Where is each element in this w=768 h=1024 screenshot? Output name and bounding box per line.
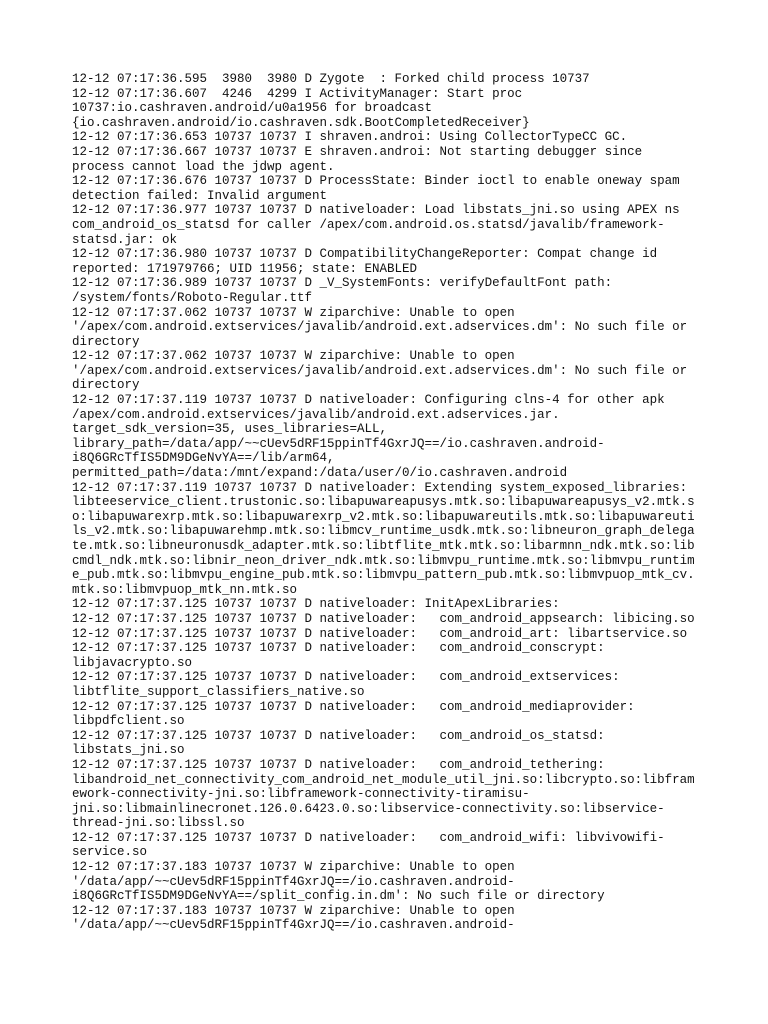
log-line: 12-12 07:17:37.183 10737 10737 W ziparchive: Unable to open bbox=[72, 903, 515, 918]
log-line: target_sdk_version=35, uses_libraries=ALL, bbox=[72, 422, 388, 437]
log-line: 10737:io.cashraven.android/u0a1956 for broadcast bbox=[72, 101, 433, 116]
log-line: libandroid_net_connectivity_com_android_net_module_util_jni.so:libcrypto.so:libfram bbox=[72, 772, 695, 787]
log-line: {io.cashraven.android/io.cashraven.sdk.BootCompletedReceiver} bbox=[72, 115, 530, 130]
log-line: '/data/app/~~cUev5dRF15ppinTf4GxrJQ==/io.cashraven.android- bbox=[72, 874, 515, 889]
log-line: detection failed: Invalid argument bbox=[72, 188, 328, 203]
log-line: directory bbox=[72, 378, 140, 393]
log-line: 12-12 07:17:37.125 10737 10737 D nativeloader: InitApexLibraries: bbox=[72, 597, 560, 612]
log-line: 12-12 07:17:36.977 10737 10737 D nativeloader: Load libstats_jni.so using APEX ns bbox=[72, 203, 680, 218]
log-line: service.so bbox=[72, 845, 148, 860]
log-line: e_pub.mtk.so:libmvpu_engine_pub.mtk.so:libmvpu_pattern_pub.mtk.so:libmvpuop_mtk_cv. bbox=[72, 568, 695, 583]
log-line: 12-12 07:17:37.125 10737 10737 D nativeloader: com_android_os_statsd: bbox=[72, 728, 605, 743]
log-line: 12-12 07:17:36.653 10737 10737 I shraven.androi: Using CollectorTypeCC GC. bbox=[72, 130, 628, 145]
log-line: 12-12 07:17:37.125 10737 10737 D nativeloader: com_android_extservices: bbox=[72, 670, 620, 685]
log-line: 12-12 07:17:37.125 10737 10737 D nativeloader: com_android_mediaprovider: bbox=[72, 699, 635, 714]
log-line: statsd.jar: ok bbox=[72, 232, 178, 247]
log-line: te.mtk.so:libneuronusdk_adapter.mtk.so:libtflite_mtk.mtk.so:libarmnn_ndk.mtk.so:lib bbox=[72, 539, 695, 553]
log-line: libtflite_support_classifiers_native.so bbox=[72, 684, 365, 699]
log-line: ls_v2.mtk.so:libapuwarehmp.mtk.so:libmcv_runtime_usdk.mtk.so:libneuron_graph_delega bbox=[72, 524, 695, 539]
log-line: 12-12 07:17:37.062 10737 10737 W ziparchive: Unable to open bbox=[72, 349, 515, 364]
log-line: 12-12 07:17:36.989 10737 10737 D _V_SystemFonts: verifyDefaultFont path: bbox=[72, 276, 613, 291]
log-text-block bbox=[72, 72, 700, 933]
log-line: 12-12 07:17:37.125 10737 10737 D nativeloader: com_android_art: libartservice.so bbox=[72, 626, 688, 641]
log-line: jni.so:libmainlinecronet.126.0.6423.0.so:libservice-connectivity.so:libservice- bbox=[72, 801, 665, 816]
log-line: 12-12 07:17:36.667 10737 10737 E shraven.androi: Not starting debugger since bbox=[72, 144, 643, 159]
log-line: 12-12 07:17:37.062 10737 10737 W ziparchive: Unable to open bbox=[72, 305, 515, 320]
log-line: 12-12 07:17:37.183 10737 10737 W ziparchive: Unable to open bbox=[72, 860, 515, 875]
log-line: ework-connectivity-jni.so:libframework-connectivity-tiramisu- bbox=[72, 787, 530, 802]
log-line: 12-12 07:17:36.607 4246 4299 I ActivityManager: Start proc bbox=[72, 86, 523, 101]
log-line: reported: 171979766; UID 11956; state: ENABLED bbox=[72, 261, 418, 276]
log-line: 12-12 07:17:37.125 10737 10737 D nativeloader: com_android_conscrypt: bbox=[72, 641, 605, 656]
log-line: thread-jni.so:libssl.so bbox=[72, 816, 245, 831]
log-line: permitted_path=/data:/mnt/expand:/data/user/0/io.cashraven.android bbox=[72, 466, 568, 481]
log-line: 12-12 07:17:37.125 10737 10737 D nativeloader: com_android_wifi: libvivowifi- bbox=[72, 830, 665, 845]
log-line: directory bbox=[72, 334, 140, 349]
log-line: i8Q6GRcTfIS5DM9DGeNvYA==/split_config.in.dm': No such file or directory bbox=[72, 889, 605, 904]
log-line: '/data/app/~~cUev5dRF15ppinTf4GxrJQ==/io.cashraven.android- bbox=[72, 918, 515, 933]
log-line: 12-12 07:17:36.980 10737 10737 D CompatibilityChangeReporter: Compat change id bbox=[72, 247, 658, 262]
log-line: libpdfclient.so bbox=[72, 714, 185, 729]
log-line: '/apex/com.android.extservices/javalib/android.ext.adservices.dm': No such file or bbox=[72, 320, 688, 335]
log-line: o:libapuwarexrp.mtk.so:libapuwarexrp_v2.mtk.so:libapuwareutils.mtk.so:libapuwareuti bbox=[72, 509, 695, 524]
log-line: /apex/com.android.extservices/javalib/android.ext.adservices.jar. bbox=[72, 407, 560, 422]
log-line: 12-12 07:17:37.125 10737 10737 D nativeloader: com_android_appsearch: libicing.so bbox=[72, 611, 695, 626]
log-line: 12-12 07:17:37.119 10737 10737 D nativeloader: Extending system_exposed_libraries: bbox=[72, 480, 688, 495]
log-line: process cannot load the jdwp agent. bbox=[72, 159, 335, 174]
log-line: com_android_os_statsd for caller /apex/com.android.os.statsd/javalib/framework- bbox=[72, 217, 665, 232]
log-line: /system/fonts/Roboto-Regular.ttf bbox=[72, 290, 313, 305]
log-line: 12-12 07:17:36.676 10737 10737 D ProcessState: Binder ioctl to enable oneway spam bbox=[72, 174, 680, 189]
log-line: library_path=/data/app/~~cUev5dRF15ppinTf4GxrJQ==/io.cashraven.android- bbox=[72, 436, 605, 451]
log-line: '/apex/com.android.extservices/javalib/android.ext.adservices.dm': No such file or bbox=[72, 363, 688, 378]
log-line: cmdl_ndk.mtk.so:libnir_neon_driver_ndk.mtk.so:libmvpu_runtime.mtk.so:libmvpu_runtim bbox=[72, 553, 695, 568]
log-line: libjavacrypto.so bbox=[72, 655, 193, 670]
log-line: libteeservice_client.trustonic.so:libapuwareapusys.mtk.so:libapuwareapusys_v2.mtk.s bbox=[72, 495, 695, 510]
log-line: libstats_jni.so bbox=[72, 743, 185, 758]
log-line: 12-12 07:17:37.119 10737 10737 D nativeloader: Configuring clns-4 for other apk bbox=[72, 393, 665, 408]
log-line: mtk.so:libmvpuop_mtk_nn.mtk.so bbox=[72, 582, 298, 597]
log-line: 12-12 07:17:37.125 10737 10737 D nativeloader: com_android_tethering: bbox=[72, 757, 605, 772]
log-line: i8Q6GRcTfIS5DM9DGeNvYA==/lib/arm64, bbox=[72, 451, 335, 466]
log-line: 12-12 07:17:36.595 3980 3980 D Zygote : Forked child process 10737 bbox=[72, 72, 590, 86]
